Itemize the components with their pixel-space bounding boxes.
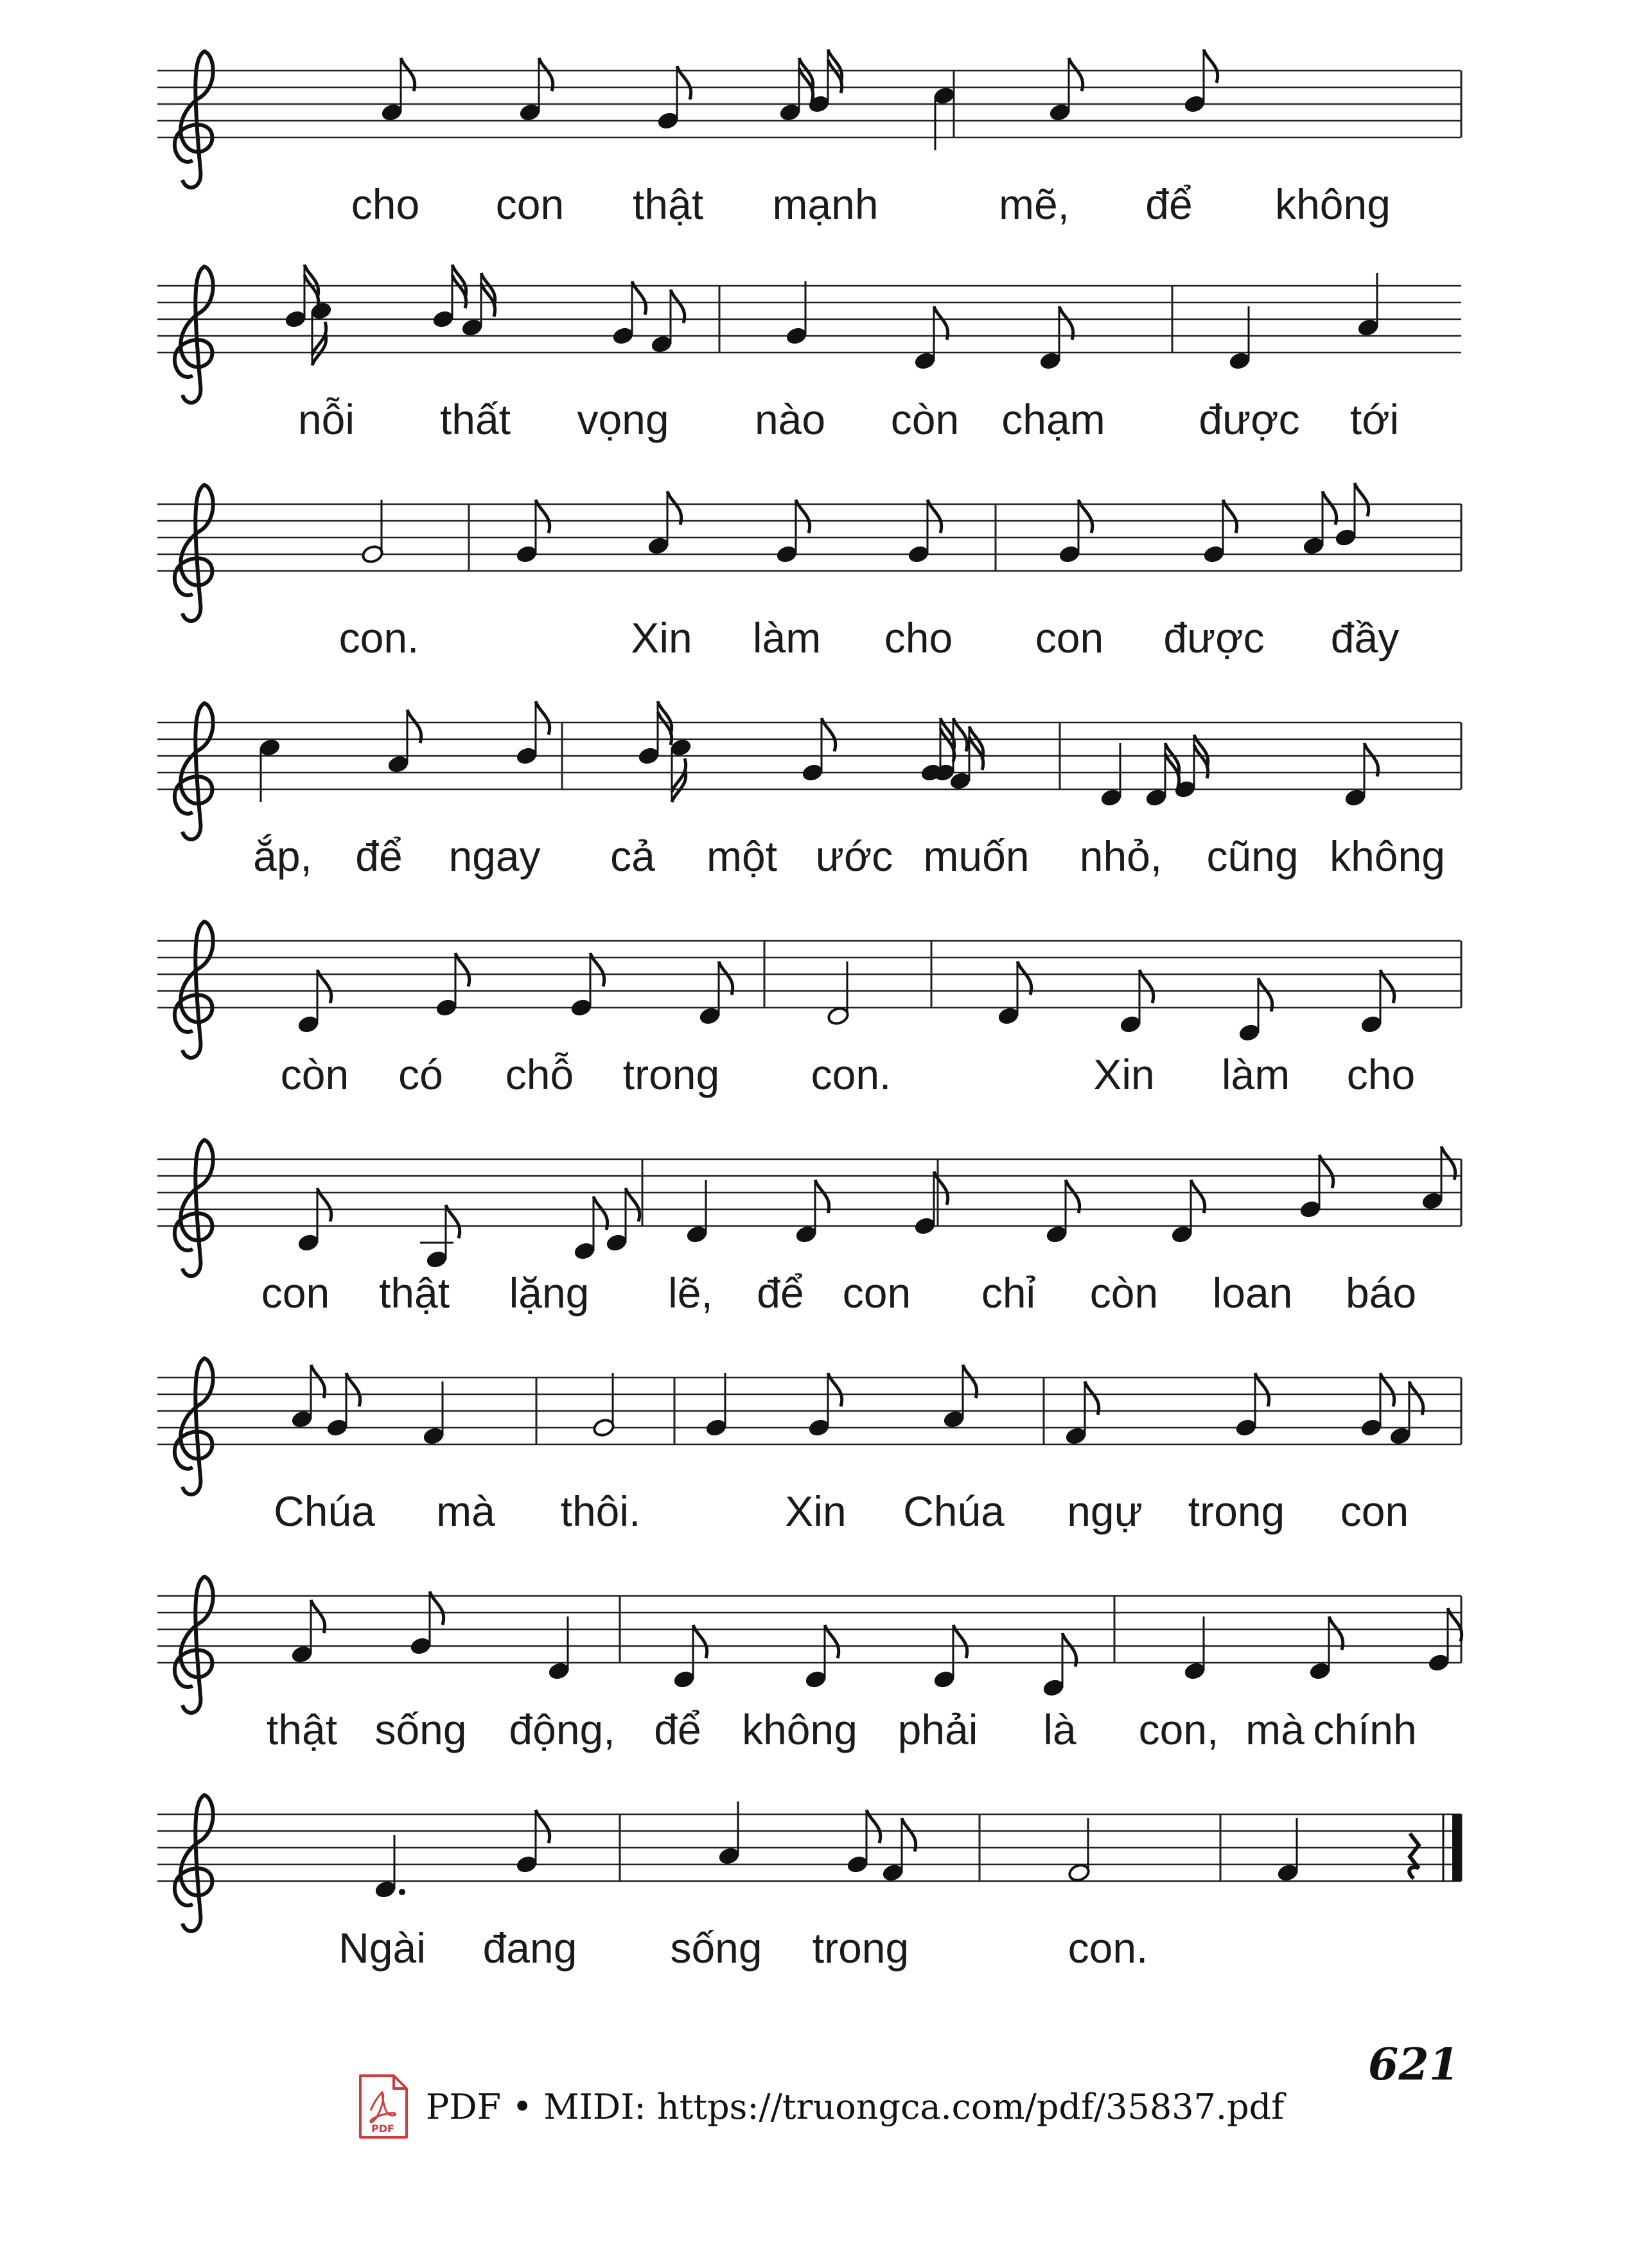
lyric-syllable: chính <box>1313 1706 1417 1753</box>
lyric-syllable: trong <box>812 1924 909 1972</box>
note-flag <box>311 1365 325 1398</box>
lyric-syllable: loan <box>1212 1269 1293 1317</box>
lyric-syllable: mà <box>436 1487 495 1535</box>
note-flag <box>719 961 733 995</box>
footer-link-text[interactable]: PDF • MIDI: https://truongca.com/pdf/35837.pdf <box>426 2086 1285 2127</box>
note-flag <box>1017 961 1032 995</box>
note-flag <box>1322 491 1337 525</box>
quarter-rest-icon <box>1409 1834 1419 1879</box>
lyric-syllable: mẽ, <box>998 180 1070 228</box>
lyric-syllable: trong <box>1188 1487 1285 1535</box>
lyric-syllable: cả <box>610 832 655 880</box>
treble-clef-icon <box>175 1140 213 1276</box>
lyric-syllable: không <box>1275 180 1391 228</box>
lyric-syllable: ngay <box>448 832 541 880</box>
note-flag <box>1364 743 1378 776</box>
lyric-syllable: muốn <box>923 832 1030 880</box>
lyric-syllable: thật <box>266 1706 338 1753</box>
lyric-syllable: con <box>495 180 565 228</box>
page-number: 621 <box>1368 2039 1459 2090</box>
lyric-syllable: mạnh <box>772 180 879 228</box>
lyric-syllable: ước <box>815 832 893 880</box>
treble-clef-icon <box>175 1795 213 1931</box>
lyric-syllable: cũng <box>1206 832 1299 880</box>
note-flag <box>1355 483 1369 516</box>
note-flag <box>671 290 685 323</box>
lyric-syllable: con. <box>811 1051 892 1098</box>
lyric-syllable: phải <box>897 1706 978 1753</box>
treble-clef-icon <box>175 485 213 621</box>
lyric-syllable: có <box>398 1051 443 1098</box>
lyric-syllable: con. <box>338 614 419 661</box>
lyric-syllable: còn <box>1089 1269 1159 1317</box>
lyric-syllable: thôi. <box>560 1487 641 1535</box>
note-flag <box>1085 1381 1099 1415</box>
lyric-syllable: lặng <box>509 1269 590 1317</box>
lyric-syllable: lẽ, <box>668 1269 713 1317</box>
treble-clef-icon <box>175 1577 213 1713</box>
lyric-syllable: không <box>742 1706 857 1753</box>
lyric-syllable: Chúa <box>274 1487 375 1535</box>
lyric-syllable: làm <box>752 614 822 661</box>
lyric-syllable: Chúa <box>903 1487 1005 1535</box>
lyric-syllable: mà <box>1245 1706 1305 1753</box>
note-flag <box>963 1365 977 1398</box>
lyric-syllable: Ngài <box>338 1924 426 1972</box>
lyric-syllable: trong <box>622 1051 720 1098</box>
lyric-syllable: con, <box>1138 1706 1219 1753</box>
lyric-syllable: thật <box>378 1269 450 1317</box>
svg-text:PDF: PDF <box>371 2123 394 2135</box>
lyric-syllable: Xin <box>1093 1051 1155 1098</box>
lyric-syllable: để <box>757 1269 804 1317</box>
lyric-syllable: con. <box>1068 1924 1148 1972</box>
lyric-syllable: chỗ <box>505 1051 574 1098</box>
lyric-syllable: chạm <box>1001 396 1105 443</box>
lyric-syllable: cho <box>1346 1051 1416 1098</box>
lyric-syllable: còn <box>280 1051 349 1098</box>
note-flag <box>934 306 948 340</box>
lyric-syllable: để <box>355 832 403 880</box>
treble-clef-icon <box>175 703 213 839</box>
treble-clef-icon <box>175 51 213 188</box>
lyric-syllable: con <box>1340 1487 1409 1535</box>
lyric-syllable: vọng <box>577 396 669 443</box>
note-flag <box>407 710 421 743</box>
treble-clef-icon <box>175 1358 213 1494</box>
note-flag <box>311 1600 325 1633</box>
lyric-syllable: báo <box>1345 1269 1417 1317</box>
note-flag <box>815 1180 829 1213</box>
note-flag <box>1191 1180 1205 1213</box>
lyric-syllable: con <box>842 1269 911 1317</box>
treble-clef-icon <box>175 922 213 1058</box>
footer <box>356 2071 1284 2142</box>
lyric-syllable: để <box>654 1706 701 1753</box>
dot <box>399 1889 405 1895</box>
note-flag <box>902 1818 916 1852</box>
lyric-syllable: động, <box>509 1706 615 1753</box>
lyric-syllable: ắp, <box>253 832 312 880</box>
final-barline <box>1452 1814 1461 1881</box>
lyric-syllable: không <box>1330 832 1445 880</box>
lyric-syllable: còn <box>890 396 960 443</box>
lyric-syllable: nhỏ, <box>1079 832 1163 880</box>
lyric-syllable: thất <box>439 396 511 443</box>
note-flag <box>667 491 681 525</box>
lyric-syllable: ngự <box>1067 1487 1143 1535</box>
pdf-file-icon[interactable] <box>356 2073 409 2140</box>
lyric-syllable: sống <box>374 1706 467 1753</box>
lyric-syllable: được <box>1163 614 1265 661</box>
note-flag <box>1329 1616 1343 1650</box>
lyric-syllable: con <box>261 1269 330 1317</box>
lyric-syllable: đang <box>482 1924 577 1972</box>
note-flag <box>1258 978 1272 1012</box>
lyric-syllable: một <box>706 832 778 880</box>
note-flag <box>1066 1180 1080 1213</box>
lyric-syllable: nỗi <box>297 396 355 443</box>
note-flag <box>593 1196 608 1230</box>
lyric-syllable: làm <box>1221 1051 1290 1098</box>
treble-clef-icon <box>175 267 213 403</box>
note-flag <box>1204 49 1218 83</box>
note-flag <box>1069 58 1083 91</box>
lyric-syllable: được <box>1199 396 1300 443</box>
lyric-syllable: cho <box>884 614 953 661</box>
lyric-syllable: cho <box>351 180 420 228</box>
lyric-syllable: chỉ <box>981 1269 1036 1317</box>
note-flag <box>401 58 415 91</box>
note-flag <box>536 701 550 735</box>
note-flag <box>539 58 553 91</box>
lyric-syllable: nào <box>754 396 826 443</box>
note-flag <box>1062 1633 1076 1667</box>
lyric-syllable: để <box>1145 180 1193 228</box>
lyric-syllable: tới <box>1349 396 1400 443</box>
lyric-syllable: sống <box>670 1924 762 1972</box>
lyric-syllable: đầy <box>1330 614 1400 661</box>
note-flag <box>1409 1381 1423 1415</box>
note-flag <box>1441 1146 1455 1180</box>
lyric-syllable: Xin <box>631 614 692 661</box>
lyric-syllable: là <box>1043 1706 1076 1753</box>
lyric-syllable: thật <box>632 180 704 228</box>
note-flag <box>1059 306 1073 340</box>
lyric-syllable: Xin <box>785 1487 847 1535</box>
lyric-syllable: con <box>1035 614 1104 661</box>
